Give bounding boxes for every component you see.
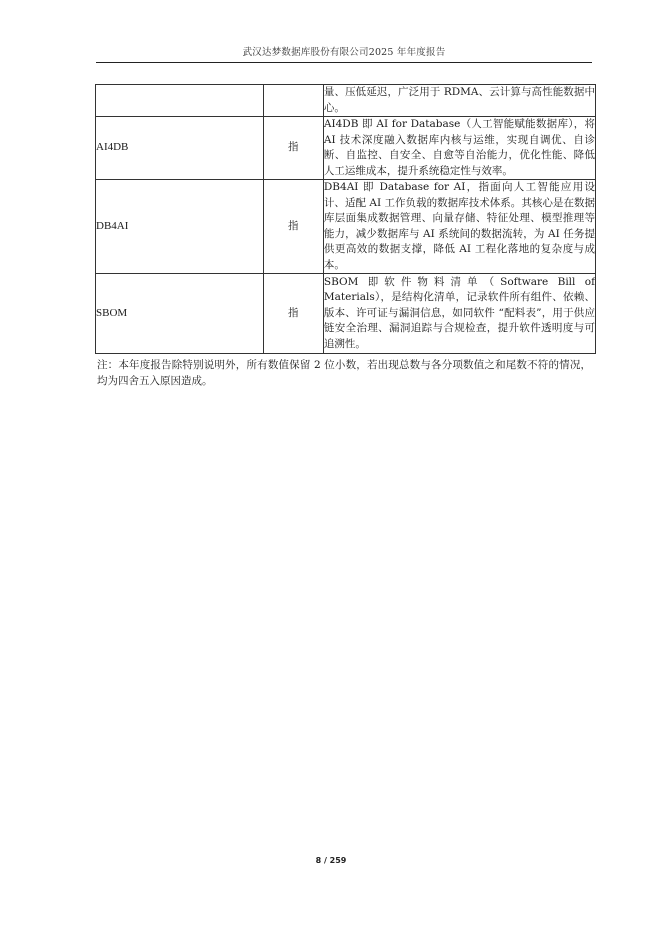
table-row	[96, 180, 596, 274]
definition-cell: SBOM 即软件物料清单（Software Bill of Materials），是结构化清单，记录软件所有组件、依赖、版本、许可证与漏洞信息，如同软件 “配料表”，用于供应链安全治理、漏洞追踪与合规检查，提升软件透明度与可追溯性。	[323, 274, 595, 354]
table-row	[96, 274, 596, 354]
table-row	[96, 117, 596, 180]
term-cell: SBOM	[96, 274, 264, 354]
ref-cell: 指	[263, 117, 323, 180]
page-number: 8 / 259	[315, 856, 347, 865]
definitions-table	[95, 84, 596, 354]
header-divider	[96, 62, 592, 63]
definition-cell: 量、压低延迟，广泛用于 RDMA、云计算与高性能数据中心。	[323, 85, 595, 117]
table-row	[96, 85, 596, 117]
definition-cell: AI4DB 即 AI for Database（人工智能赋能数据库），将 AI 技术深度融入数据库内核与运维，实现自调优、自诊断、自监控、自安全、自愈等自治能力，优化性能、降低人工运维成本，提升系统稳定性与效率。	[323, 117, 595, 180]
term-cell	[96, 85, 264, 117]
ref-cell: 指	[263, 180, 323, 274]
ref-cell: 指	[263, 274, 323, 354]
footnote: 注：本年度报告除特别说明外，所有数值保留 2 位小数，若出现总数与各分项数值之和尾数不符的情况，均为四舍五入原因造成。	[97, 359, 591, 387]
definition-cell: DB4AI 即 Database for AI，指面向人工智能应用设计、适配 AI 工作负载的数据库技术体系。其核心是在数据库层面集成数据管理、向量存储、特征处理、模型推理等能力，减少数据库与 AI 系统间的数据流转，为 AI 任务提供更高效的数据支撑，降低 AI 工程化落地的复杂度与成本。	[323, 180, 595, 274]
term-cell: DB4AI	[96, 180, 264, 274]
ref-cell	[263, 85, 323, 117]
report-header-title: 武汉达梦数据库股份有限公司2025 年年度报告	[242, 47, 446, 58]
term-cell: AI4DB	[96, 117, 264, 180]
